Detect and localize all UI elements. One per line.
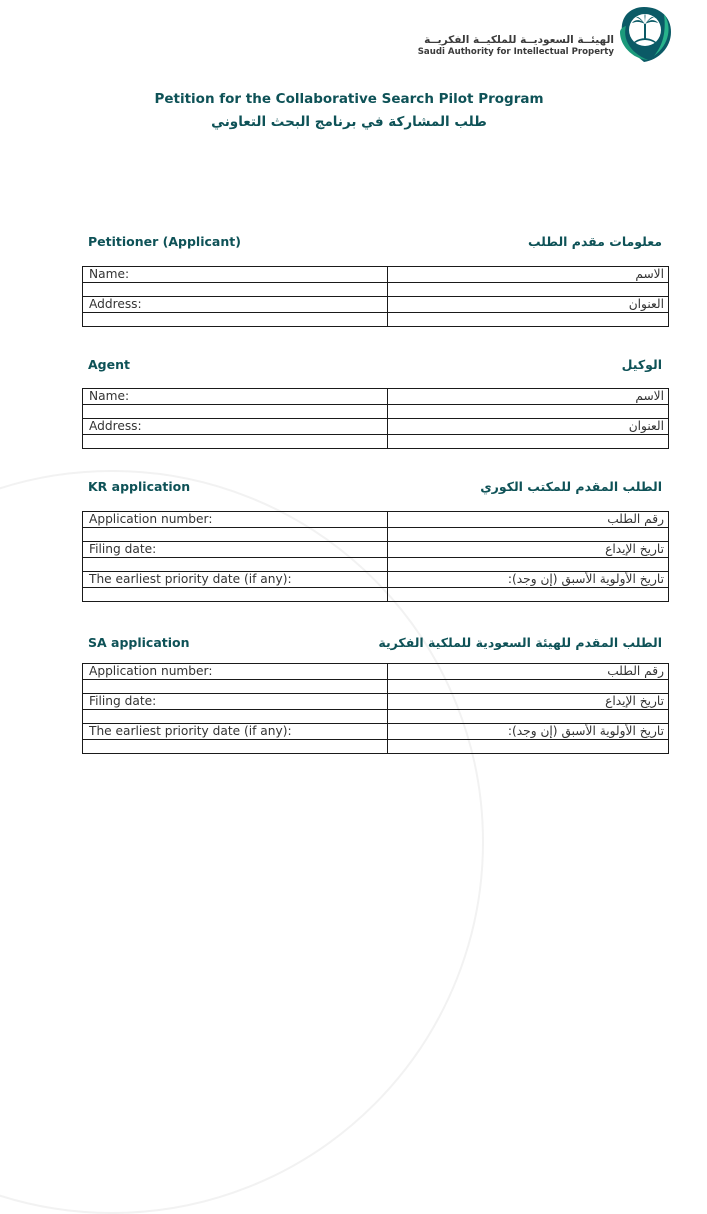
field-label-ar: تاريخ الأولوية الأسبق (إن وجد): bbox=[388, 572, 669, 588]
kr-priority-date-field[interactable] bbox=[83, 588, 388, 602]
section-title-en: Petitioner (Applicant) bbox=[88, 234, 241, 249]
kr-application-number-field[interactable] bbox=[83, 528, 388, 542]
sa-filing-date-field[interactable] bbox=[83, 710, 388, 724]
table-row-entry bbox=[83, 740, 669, 754]
field-label-en: The earliest priority date (if any): bbox=[83, 572, 388, 588]
section-title-en: Agent bbox=[88, 357, 130, 372]
agent-address-field-ar[interactable] bbox=[388, 435, 669, 449]
section-heading-agent bbox=[88, 357, 662, 375]
org-name bbox=[418, 34, 614, 58]
page-title-ar: طلب المشاركة في برنامج البحث التعاوني bbox=[211, 114, 487, 130]
table-row-entry bbox=[83, 588, 669, 602]
table-row-entry bbox=[83, 528, 669, 542]
kr-application-table bbox=[82, 511, 669, 602]
petitioner-name-field-ar[interactable] bbox=[388, 283, 669, 297]
table-row-entry bbox=[83, 313, 669, 327]
kr-filing-date-field[interactable] bbox=[83, 558, 388, 572]
field-label-ar: تاريخ الأولوية الأسبق (إن وجد): bbox=[388, 724, 669, 740]
petitioner-name-field[interactable] bbox=[83, 283, 388, 297]
section-title-ar: الطلب المقدم للهيئة السعودية للملكية الفكرية bbox=[378, 635, 662, 650]
section-title-ar: الطلب المقدم للمكتب الكوري bbox=[480, 479, 662, 494]
sa-application-number-field[interactable] bbox=[83, 680, 388, 694]
table-row bbox=[83, 267, 669, 283]
org-logo bbox=[417, 4, 682, 66]
table-row bbox=[83, 542, 669, 558]
petitioner-table bbox=[82, 266, 669, 327]
table-row-entry bbox=[83, 435, 669, 449]
section-title-en: SA application bbox=[88, 635, 190, 650]
org-name-en: Saudi Authority for Intellectual Property bbox=[417, 47, 614, 57]
table-row bbox=[83, 664, 669, 680]
kr-filing-date-field-ar[interactable] bbox=[388, 558, 669, 572]
field-label-ar: رقم الطلب bbox=[388, 664, 669, 680]
agent-name-field[interactable] bbox=[83, 405, 388, 419]
table-row-entry bbox=[83, 680, 669, 694]
field-label-en: Address: bbox=[83, 297, 388, 313]
section-title-ar: معلومات مقدم الطلب bbox=[527, 234, 662, 249]
field-label-ar: الاسم bbox=[388, 389, 669, 405]
table-row bbox=[83, 694, 669, 710]
sa-application-number-field-ar[interactable] bbox=[388, 680, 669, 694]
palm-emblem-icon bbox=[614, 4, 674, 64]
field-label-ar: تاريخ الإيداع bbox=[388, 542, 669, 558]
table-row bbox=[83, 572, 669, 588]
table-row bbox=[83, 512, 669, 528]
section-title-ar: الوكيل bbox=[621, 357, 662, 372]
table-row bbox=[83, 389, 669, 405]
agent-table bbox=[82, 388, 669, 449]
table-row bbox=[83, 297, 669, 313]
agent-name-field-ar[interactable] bbox=[388, 405, 669, 419]
petitioner-address-field[interactable] bbox=[83, 313, 388, 327]
org-name-ar: الهيئــة السعوديــة للملكيــة الفكريــة bbox=[424, 34, 614, 46]
field-label-ar: العنوان bbox=[388, 297, 669, 313]
table-row-entry bbox=[83, 558, 669, 572]
field-label-en: Name: bbox=[83, 267, 388, 283]
kr-priority-date-field-ar[interactable] bbox=[388, 588, 669, 602]
section-heading-kr-application bbox=[88, 479, 662, 497]
field-label-ar: تاريخ الإيداع bbox=[388, 694, 669, 710]
table-row bbox=[83, 724, 669, 740]
page-title-en: Petition for the Collaborative Search Pilot Program bbox=[154, 91, 544, 107]
agent-address-field[interactable] bbox=[83, 435, 388, 449]
sa-priority-date-field[interactable] bbox=[83, 740, 388, 754]
kr-application-number-field-ar[interactable] bbox=[388, 528, 669, 542]
sa-application-table bbox=[82, 663, 669, 754]
sa-filing-date-field-ar[interactable] bbox=[388, 710, 669, 724]
table-row-entry bbox=[83, 710, 669, 724]
section-heading-sa-application bbox=[88, 635, 662, 653]
petitioner-address-field-ar[interactable] bbox=[388, 313, 669, 327]
field-label-en: Filing date: bbox=[83, 542, 388, 558]
field-label-en: The earliest priority date (if any): bbox=[83, 724, 388, 740]
field-label-en: Name: bbox=[83, 389, 388, 405]
field-label-en: Address: bbox=[83, 419, 388, 435]
field-label-ar: رقم الطلب bbox=[388, 512, 669, 528]
table-row bbox=[83, 419, 669, 435]
table-row-entry bbox=[83, 405, 669, 419]
table-row-entry bbox=[83, 283, 669, 297]
section-heading-petitioner bbox=[88, 234, 662, 252]
sa-priority-date-field-ar[interactable] bbox=[388, 740, 669, 754]
field-label-ar: الاسم bbox=[388, 267, 669, 283]
field-label-ar: العنوان bbox=[388, 419, 669, 435]
section-title-en: KR application bbox=[88, 479, 191, 494]
field-label-en: Application number: bbox=[83, 664, 388, 680]
field-label-en: Filing date: bbox=[83, 694, 388, 710]
field-label-en: Application number: bbox=[83, 512, 388, 528]
